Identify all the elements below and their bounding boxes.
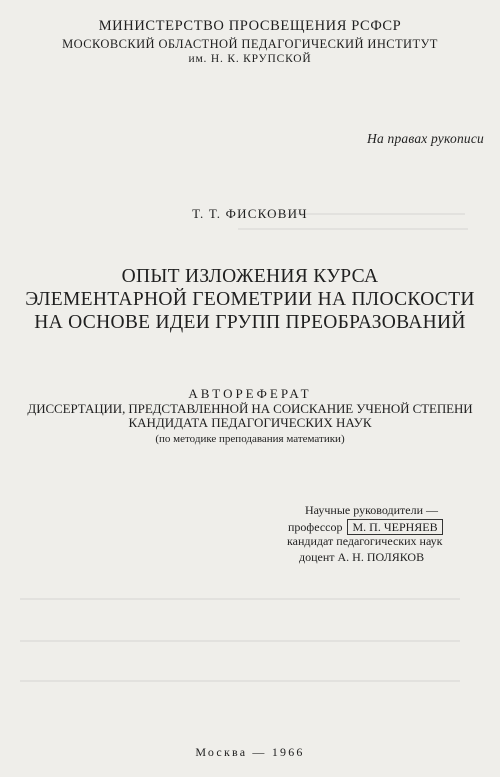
ministry-heading: МИНИСТЕРСТВО ПРОСВЕЩЕНИЯ РСФСР [98,18,402,34]
thesis-title-line: ЭЛЕМЕНТАРНОЙ ГЕОМЕТРИИ НА ПЛОСКОСТИ [25,289,475,310]
supervisors-heading: Научные руководители — [305,503,439,517]
supervisors-block [285,503,443,565]
city-year: Москва — 1966 [195,745,305,759]
author-name: Т. Т. ФИСКОВИЧ [192,206,308,221]
thesis-title-line: НА ОСНОВЕ ИДЕИ ГРУПП ПРЕОБРАЗОВАНИЙ [34,312,466,333]
abstract-label: АВТОРЕФЕРАТ [188,386,312,401]
supervisor-2: доцент А. Н. ПОЛЯКОВ [299,549,425,564]
institute-named-after: им. Н. К. КРУПСКОЙ [188,53,312,65]
rights-note: На правах рукописи [367,131,484,146]
thesis-title-line: ОПЫТ ИЗЛОЖЕНИЯ КУРСА [121,266,379,287]
thesis-title [0,265,500,334]
bleed-through-line [238,228,468,230]
degree-line: КАНДИДАТА ПЕДАГОГИЧЕСКИХ НАУК [128,415,372,430]
supervisor-1-name-stamp: М. П. ЧЕРНЯЕВ [347,519,442,535]
supervisor-1 [285,519,443,535]
bleed-through-line [20,598,460,600]
dissertation-line: ДИССЕРТАЦИИ, ПРЕДСТАВЛЕННОЙ НА СОИСКАНИЕ УЧЕНОЙ СТЕПЕНИ [27,401,473,416]
field-line: (по методике преподавания математики) [155,433,345,445]
supervisor-2-degree: кандидат педагогических наук [287,534,443,548]
institute-heading: МОСКОВСКИЙ ОБЛАСТНОЙ ПЕДАГОГИЧЕСКИЙ ИНСТИТУТ [62,37,438,51]
bleed-through-line [20,680,460,682]
supervisor-1-role: профессор [288,519,343,534]
bleed-through-line [20,640,460,642]
